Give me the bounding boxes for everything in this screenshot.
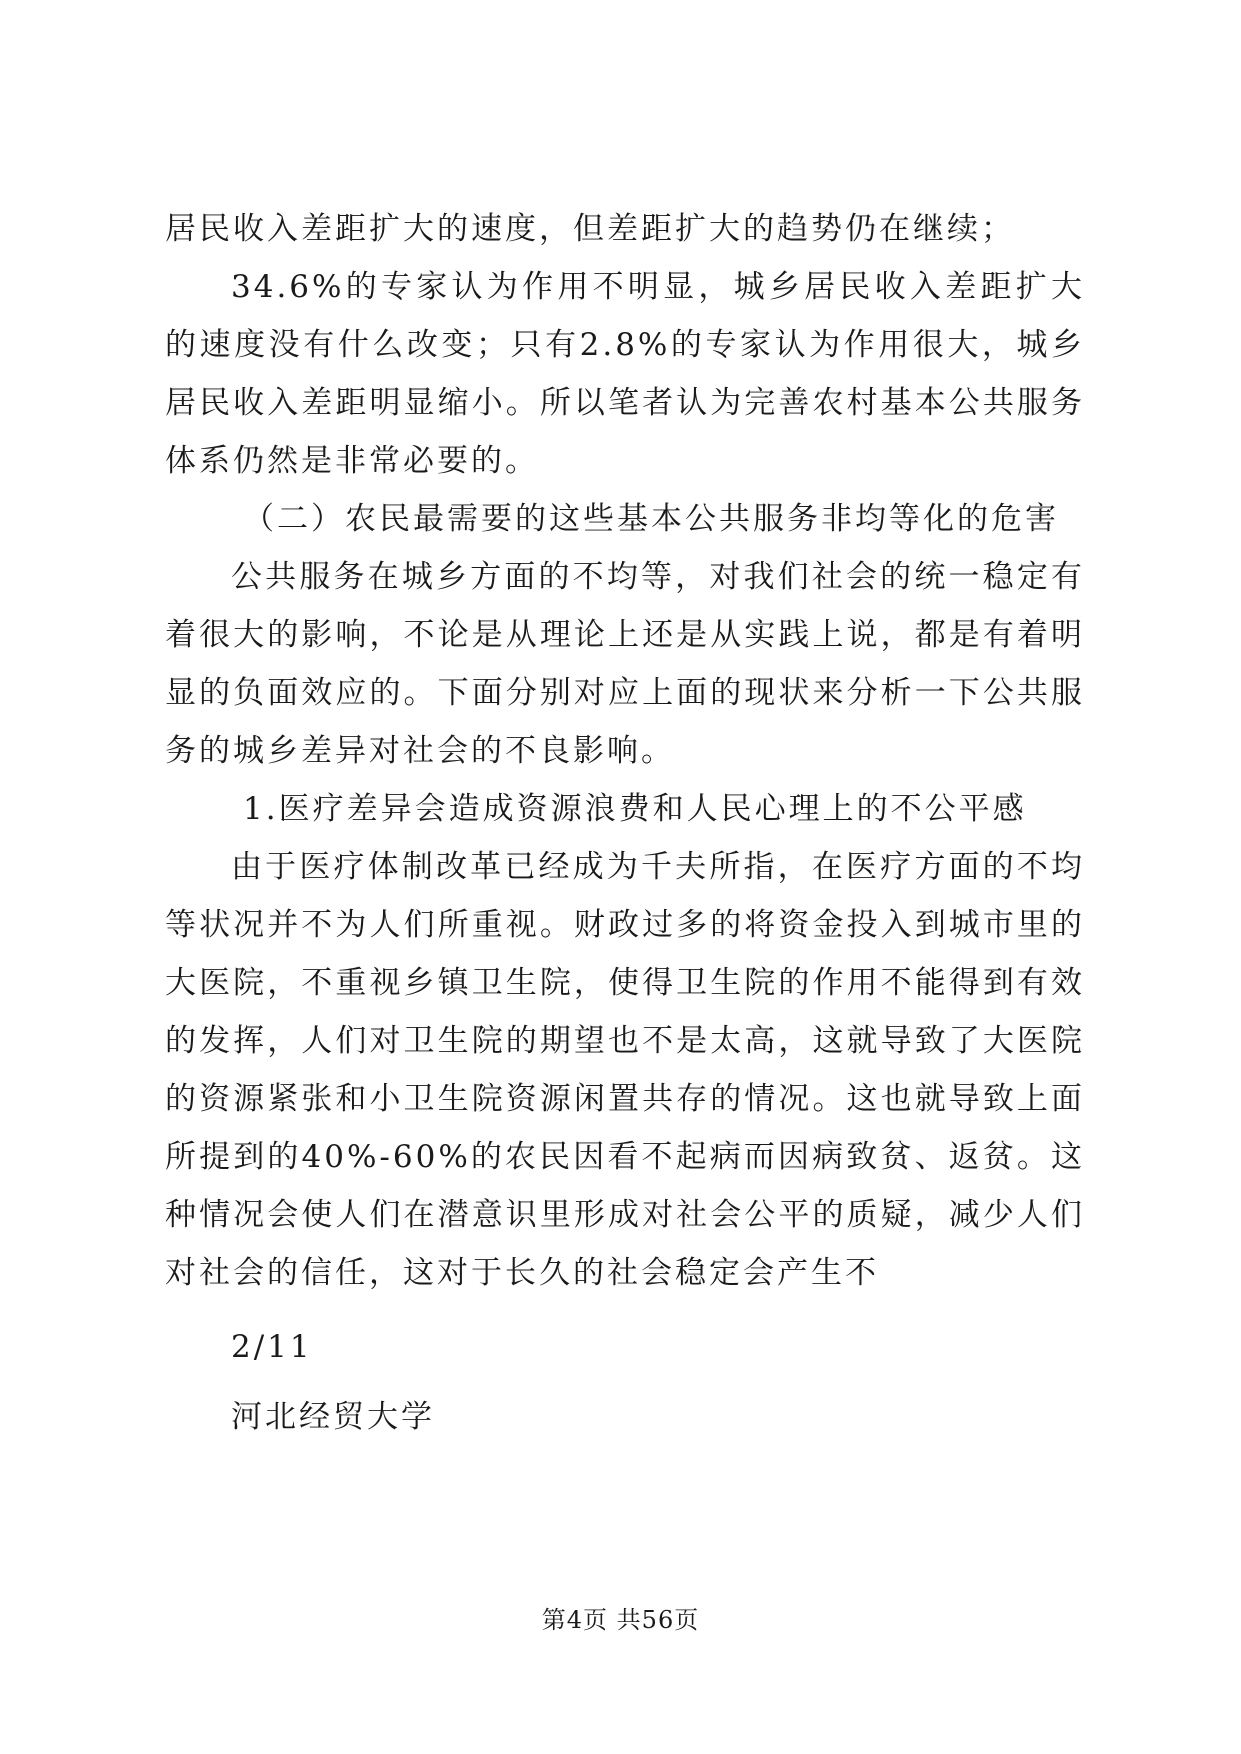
page-footer: 第4页 共56页 <box>541 1606 700 1634</box>
paragraph-medical-difference: 由于医疗体制改革已经成为千夫所指，在医疗方面的不均等状况并不为人们所重视。财政过多的将资金投入到城市里的大医院，不重视乡镇卫生院，使得卫生院的作用不能得到有效的发挥，人们对卫生院的期望也不是太高，这就导致了大医院的资源紧张和小卫生院资源闲置共存的情况。这也就导致上面所提到的40%-60%的农民因看不起病而因病致贫、返贫。这种情况会使人们在潜意识里形成对社会公平的质疑，减少人们对社会的信任，这对于长久的社会稳定会产生不 <box>165 849 1085 1291</box>
paragraph-continuation: 居民收入差距扩大的速度，但差距扩大的趋势仍在继续； <box>165 211 1015 247</box>
paragraph-public-service-inequality: 公共服务在城乡方面的不均等，对我们社会的统一稳定有着很大的影响，不论是从理论上还是从实践上说，都是有着明显的负面效应的。下面分别对应上面的现状来分析一下公共服务的城乡差异对社会的不良影响。 <box>165 559 1085 769</box>
paragraph-expert-opinion: 34.6%的专家认为作用不明显，城乡居民收入差距扩大的速度没有什么改变；只有2.8%的专家认为作用很大，城乡居民收入差距明显缩小。所以笔者认为完善农村基本公共服务体系仍然是非常必要的。 <box>165 269 1085 479</box>
institution-name: 河北经贸大学 <box>231 1399 435 1435</box>
document-body <box>165 200 1085 1446</box>
section-heading-harms: （二）农民最需要的这些基本公共服务非均等化的危害 <box>243 501 1059 537</box>
subsection-heading-medical: 1.医疗差异会造成资源浪费和人民心理上的不公平感 <box>243 791 1027 827</box>
inline-page-number: 2/11 <box>231 1329 313 1365</box>
